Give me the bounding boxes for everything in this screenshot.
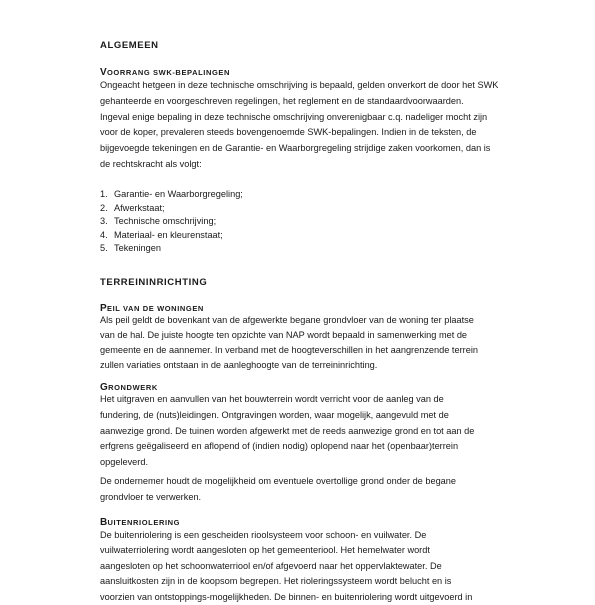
section-title-terreininrichting: TERREININRICHTING [100,277,208,288]
text-line: fundering, de (nuts)leidingen. Ontgravingen worden, waar mogelijk, aangevuld met de [100,409,449,420]
subheading-grondwerk: GRONDWERK [100,382,158,393]
text-line: voor de koper, prevaleren steeds bovengenoemde SWK-bepalingen. Indien in de teksten, de [100,127,477,138]
text-line: de rechtskracht als volgt: [100,158,202,169]
list-item: 2. Afwerkstaat; [100,202,165,213]
text-line: Het uitgraven en aanvullen van het bouwterrein wordt verricht voor de aanleg van de [100,394,444,404]
subheading-buitenriolering: BUITENRIOLERING [100,517,181,528]
list-item: 1. Garantie- en Waarborgregeling; [100,189,243,199]
text-line: aansluitkosten zijn in de koopsom begrepen. Het rioleringssysteem wordt belucht en is [100,576,452,587]
text-line: aanwezige grond. De tuinen worden afgewerkt met de reeds aanwezige grond en tot aan de [100,425,475,436]
text-line: gehanteerde en voorgeschreven regelingen, het reglement en de standaardvoorwaarden. [100,95,464,106]
text-line: De ondernemer houdt de mogelijkheid om eventuele overtollige grond onder de begane [100,476,457,486]
text-line: aangesloten op het schoonwaterriool en/of afgevoerd naar het oppervlaktewater. De [100,560,442,571]
paragraph-voorrang [100,78,540,173]
text-line: bijgevoegde tekeningen en de Garantie- en Waarborgregeling strijdige zaken voorkomen, dan is [100,143,491,154]
list-item: 4. Materiaal- en kleurenstaat; [100,229,223,240]
text-line: Ingeval enige bepaling in deze technische omschrijving onverenigbaar c.q. nadeliger mocht zijn [100,111,488,122]
text-line: erfgrens geëgaliseerd en aflopend of (indien nodig) oplopend naar het (openbaar)terrein [100,441,459,452]
section-title-algemeen: ALGEMEEN [100,40,159,51]
list-item: 5. Tekeningen [100,243,161,254]
text-line: vuilwaterriolering wordt aangesloten op het gemeenteriool. Het hemelwater wordt [100,545,430,556]
subheading-rest: OORRANG SWK-BEPALINGEN [106,68,231,77]
text-line: Ongeacht hetgeen in deze technische omschrijving is bepaald, gelden onverkort de door het SWK [100,80,499,90]
paragraph-grondwerk [100,392,540,471]
text-line: Als peil geldt de bovenkant van de afgewerkte begane grondvloer van de woning ter plaatse [100,315,474,325]
text-line: voorzien van ontstoppings-mogelijkheden. De binnen- en buitenriolering wordt uitgevoerd in [100,591,473,602]
text-line: gemeente en de aannemer. In verband met de hoogteverschillen in het aangrenzende terrein [100,345,478,355]
paragraph-peil [100,313,540,373]
text-line: De buitenriolering is een gescheiden rioolsysteem voor schoon- en vuilwater. De [100,530,427,540]
text-line: zullen variaties ontstaan in de aanleghoogte van de terreininrichting. [100,360,378,370]
priority-list [100,188,243,256]
text-line: grondvloer te verwerken. [100,491,202,502]
paragraph-grondwerk-2 [100,474,540,506]
subheading-cap: V [100,67,107,78]
subheading-voorrang [100,67,230,78]
paragraph-buitenriolering [100,528,540,605]
subheading-peil: PEIL VAN DE WONINGEN [100,303,204,314]
header-decoration-fragment [375,0,545,6]
list-item: 3. Technische omschrijving; [100,216,217,227]
text-line: van de hal. De juiste hoogte ten opzichte van NAP wordt bepaald in samenwerking met de [100,330,468,340]
text-line: opgeleverd. [100,457,149,468]
